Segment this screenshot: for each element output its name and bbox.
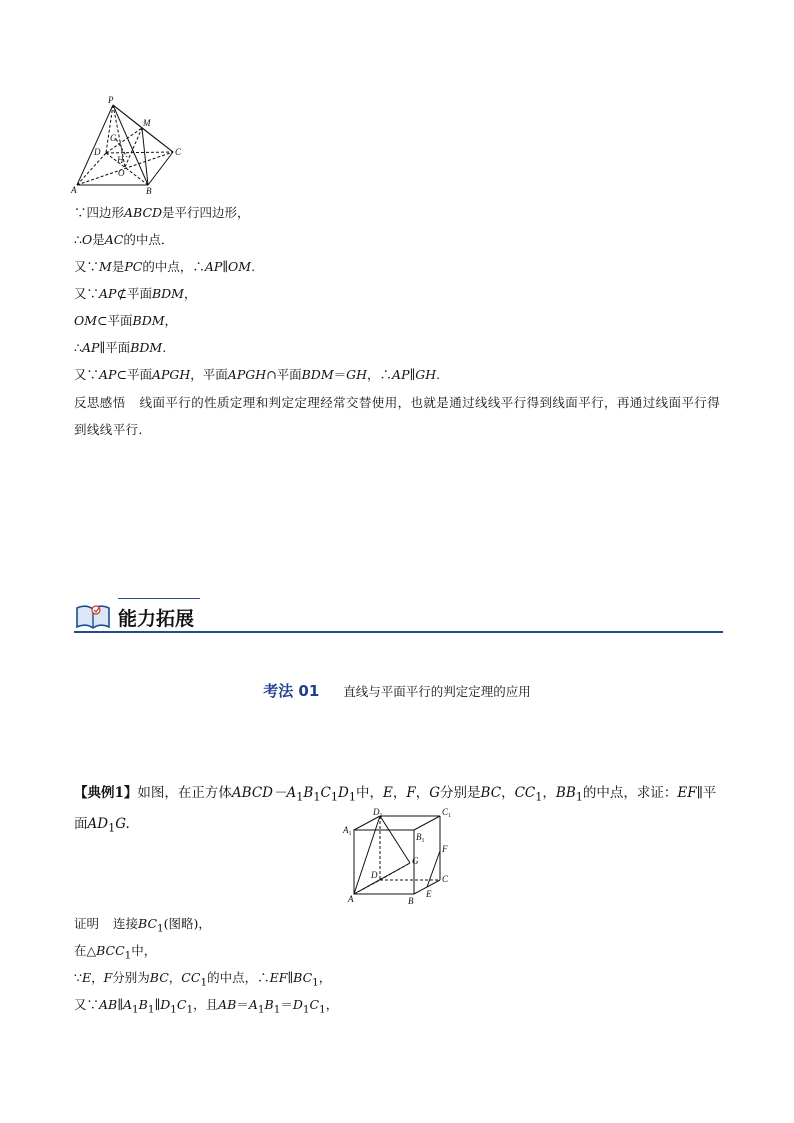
reflection-label: 反思感悟	[74, 395, 126, 410]
proof2-line-2: 在$\triangle BCC_1$中，	[74, 943, 157, 962]
kaofa-description: 直线与平面平行的判定定理的应用	[343, 684, 531, 699]
example1-text: 【典例1】如图，在正方体$ABCD-A_1B_1C_1D_1$中，E，F，G分别是BC，$CC_1$，$BB_1$的中点，求证：EF∥平面$AD_1G$.	[74, 785, 717, 835]
proof1-line-3: 又∵M是PC的中点，∴AP∥OM.	[74, 259, 256, 274]
section-title: 能力拓展	[118, 608, 195, 630]
label-C: C	[442, 874, 449, 884]
example1-tag: 【典例1】	[74, 785, 138, 801]
label-H: H	[117, 155, 124, 165]
section-rule	[74, 631, 723, 633]
cube-figure	[340, 806, 460, 906]
label-M: M	[143, 118, 151, 128]
proof1-line-6: ∴AP∥平面BDM.	[74, 340, 167, 355]
label-A: A	[348, 894, 354, 904]
label-P: P	[108, 95, 114, 105]
pyramid-figure	[70, 95, 185, 195]
label-A1: $A_1$	[343, 825, 352, 837]
label-B: B	[146, 186, 152, 195]
proof1-line-1: ∵四边形ABCD是平行四边形，	[74, 205, 250, 220]
label-B1: $B_1$	[416, 832, 425, 844]
kaofa-number: 考法 01	[263, 682, 320, 700]
reflection-text: 线面平行的性质定理和判定定理经常交替使用，也就是通过线线平行得到线面平行，再通过线面平行得到线线平行．	[74, 395, 721, 437]
proof2-line-4: 又$\because AB\parallel A_1B_1\parallel D_1C_1$，且$AB=A_1B_1=D_1C_1$，	[74, 997, 339, 1016]
label-B: B	[408, 896, 414, 906]
section-top-rule	[118, 598, 200, 599]
label-E: E	[426, 889, 432, 899]
label-O: O	[118, 168, 125, 178]
label-C1: $C_1$	[442, 807, 452, 819]
reflection-paragraph	[74, 389, 724, 443]
proof1-line-5: OM⊂平面BDM，	[74, 313, 178, 328]
label-D: D	[371, 870, 378, 880]
proof1-line-7: 又∵AP⊂平面APGH，平面APGH∩平面BDM＝GH，∴AP∥GH.	[74, 367, 441, 382]
label-G: G	[110, 133, 117, 143]
label-D: D	[94, 147, 101, 157]
proof1-line-4: 又∵AP⊄平面BDM，	[74, 286, 197, 301]
proof2-line-3: ∵E，F分别为BC，$CC_1$的中点，$\therefore EF\parallel BC_1$，	[74, 970, 332, 989]
proof1-line-2: ∴O是AC的中点．	[74, 232, 174, 247]
book-icon	[74, 602, 112, 630]
label-G: G	[412, 856, 419, 866]
kaofa-heading	[0, 680, 794, 701]
label-A: A	[71, 185, 77, 195]
label-F: F	[442, 844, 448, 854]
label-D1: $D_1$	[373, 807, 383, 819]
label-C: C	[175, 147, 182, 157]
proof2-line-1: 证明 连接$BC_1$(图略)，	[74, 916, 211, 935]
